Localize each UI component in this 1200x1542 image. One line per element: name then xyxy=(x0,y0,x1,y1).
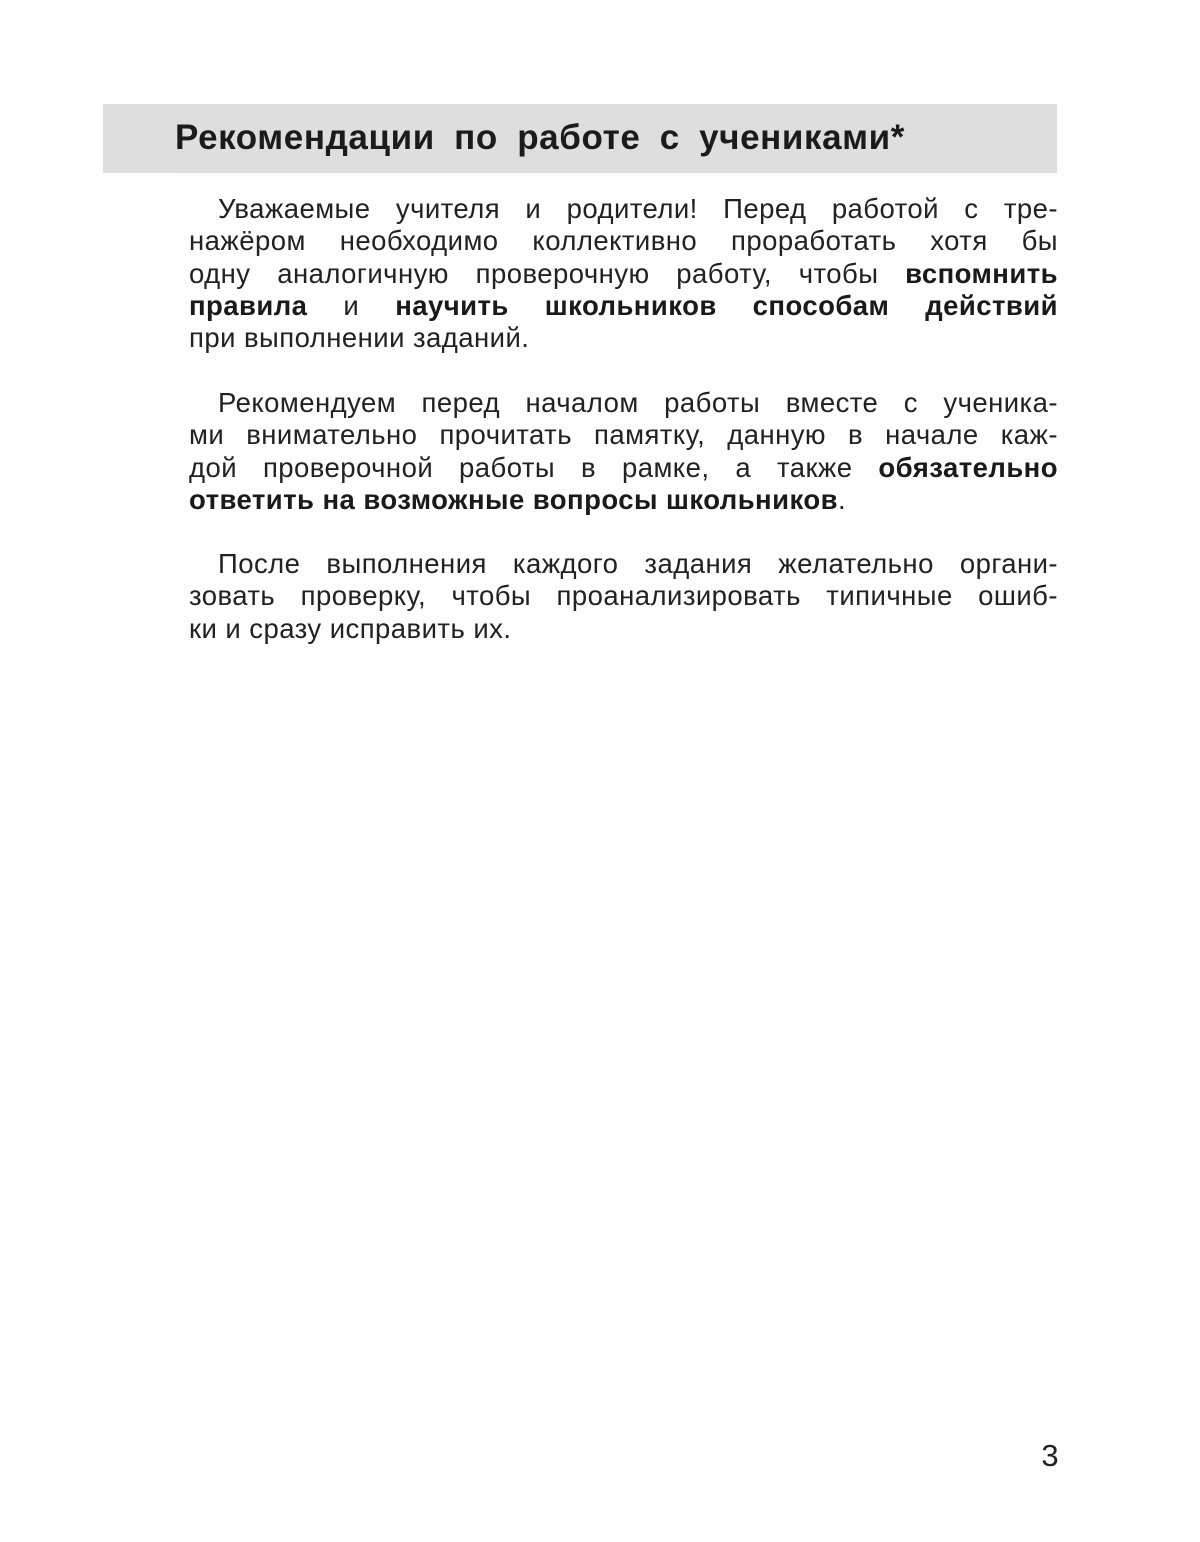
text-span: Уважаемые учителя и родители! Перед работой с тре- xyxy=(218,193,1058,224)
text-span: одну аналогичную проверочную работу, чтобы xyxy=(189,257,906,289)
emphasis-text: научить школьников способам действий xyxy=(395,289,1058,321)
paragraph-check xyxy=(189,548,1058,645)
paragraph-line xyxy=(189,484,1058,516)
text-span: ми внимательно прочитать памятку, данную в начале каж- xyxy=(189,419,1058,451)
emphasis-text: вспомнить xyxy=(905,257,1058,289)
text-span: при выполнении заданий. xyxy=(189,322,530,353)
emphasis-text: правила xyxy=(189,289,308,321)
page-title: Рекомендации по работе с учениками* xyxy=(175,118,906,157)
paragraph-line xyxy=(189,322,1058,354)
text-span: ки и сразу исправить их. xyxy=(189,612,512,644)
text-span: нажёром необходимо коллективно проработать хотя бы xyxy=(189,225,1058,257)
paragraph-line xyxy=(189,613,1058,645)
paragraph-line xyxy=(189,225,1058,257)
paragraph-line xyxy=(189,193,1058,225)
paragraph-memo xyxy=(189,387,1058,516)
text-span: и xyxy=(307,289,396,321)
title-banner xyxy=(103,104,1057,173)
page-number: 3 xyxy=(1041,1438,1059,1473)
paragraph-line xyxy=(189,419,1058,451)
paragraph-line xyxy=(189,580,1058,612)
text-span: зовать проверку, чтобы проанализировать типичные ошиб- xyxy=(189,580,1058,612)
paragraph-line xyxy=(189,452,1058,484)
text-span: . xyxy=(837,483,847,515)
paragraph-intro xyxy=(189,193,1058,354)
paragraph-line xyxy=(189,258,1058,290)
text-span: Рекомендуем перед началом работы вместе с ученика- xyxy=(218,387,1058,418)
paragraph-line xyxy=(189,387,1058,419)
text-span: После выполнения каждого задания желательно органи- xyxy=(218,548,1058,579)
emphasis-text: обязательно xyxy=(878,451,1058,483)
paragraph-line xyxy=(189,290,1058,322)
emphasis-text: ответить на возможные вопросы школьников xyxy=(189,483,838,515)
paragraph-line xyxy=(189,548,1058,580)
text-span: дой проверочной работы в рамке, а также xyxy=(189,451,879,483)
